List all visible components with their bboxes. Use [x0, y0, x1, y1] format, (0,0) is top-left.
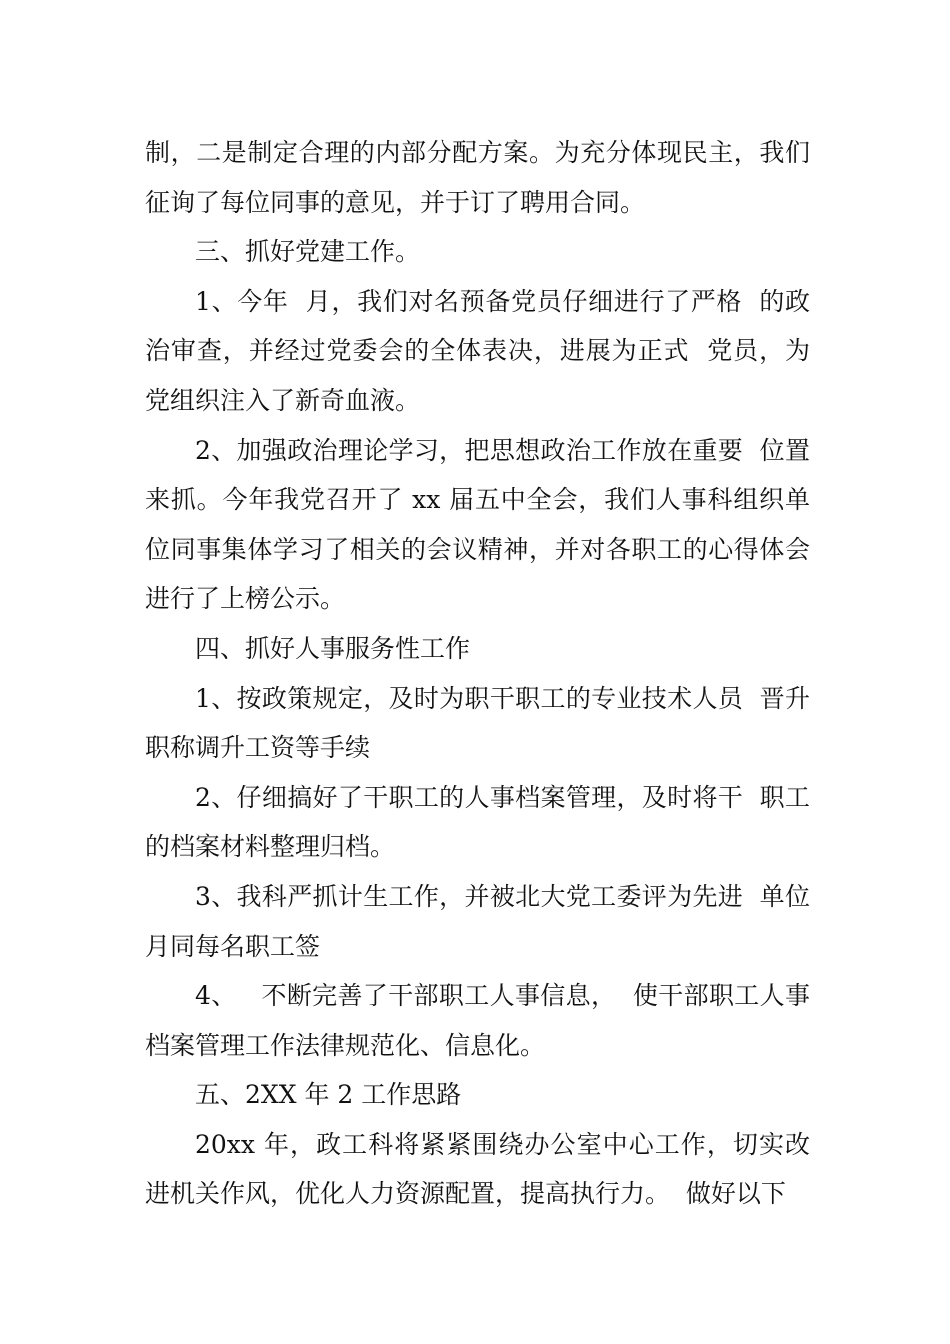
paragraph-5: 四、抓好人事服务性工作: [195, 633, 471, 663]
paragraph-4: 2、加强政治理论学习，把思想政治工作放在重要 位置来抓。今年我党召开了 xx 届五中全会，我们人事科组织单位同事集体学习了相关的会议精神，并对各职工的心得体会进行了上榜公示。: [145, 435, 810, 614]
paragraph-3: 1、今年 月，我们对名预备党员仔细进行了严格 的政治审查，并经过党委会的全体表决，进展为正式 党员，为党组织注入了新奇血液。: [145, 286, 810, 415]
paragraph-8: 3、我科严抓计生工作，并被北大党工委评为先进 单位 月同每名职工签: [145, 881, 826, 961]
paragraph-9: 4、 不断完善了干部职工人事信息， 使干部职工人事档案管理工作法律规范化、信息化。: [145, 981, 810, 1060]
paragraph-11: 20xx 年，政工科将紧紧围绕办公室中心工作，切实改进机关作风，优化人力资源配置，提高执行力。 做好以下: [145, 1129, 810, 1209]
paragraph-6: 1、按政策规定，及时为职干职工的专业技术人员 晋升职称调升工资等手续: [145, 683, 810, 763]
paragraph-7: 2、仔细搞好了干职工的人事档案管理，及时将干 职工的档案材料整理归档。: [145, 782, 810, 862]
paragraph-2: 三、抓好党建工作。: [195, 237, 421, 267]
document-body: [145, 128, 826, 1219]
paragraph-10: 五、2XX 年 2 工作思路: [195, 1080, 462, 1110]
paragraph-1: 制，二是制定合理的内部分配方案。为充分体现民主，我们征询了每位同事的意见，并于订了聘用合同。: [145, 138, 810, 217]
